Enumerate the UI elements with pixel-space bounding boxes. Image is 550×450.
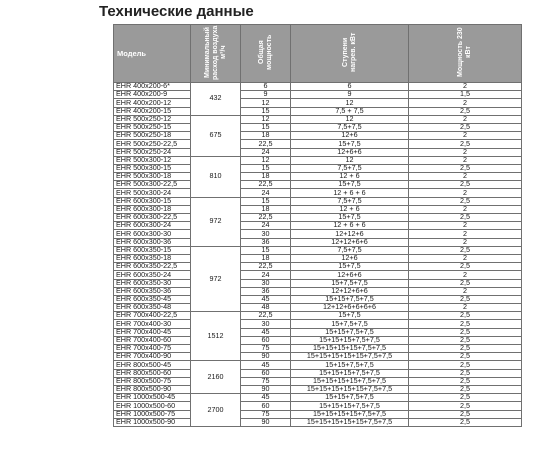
cell-power: 36 — [241, 238, 291, 246]
header-model-label: Модель — [117, 49, 147, 58]
cell-power: 15 — [241, 197, 291, 205]
cell-stages: 12 — [291, 156, 409, 164]
cell-power230: 2,5 — [409, 263, 522, 271]
cell-power230: 2,5 — [409, 164, 522, 172]
cell-power230: 2,5 — [409, 214, 522, 222]
table-row — [114, 254, 522, 262]
cell-power: 75 — [241, 345, 291, 353]
cell-air: 432 — [191, 83, 241, 116]
cell-power: 30 — [241, 230, 291, 238]
cell-power: 30 — [241, 279, 291, 287]
cell-power: 90 — [241, 385, 291, 393]
cell-power: 75 — [241, 377, 291, 385]
table-row — [114, 328, 522, 336]
cell-stages: 12+12+6 — [291, 230, 409, 238]
cell-power: 18 — [241, 132, 291, 140]
table-row — [114, 197, 522, 205]
cell-power230: 1,5 — [409, 91, 522, 99]
table-row — [114, 123, 522, 131]
table-row — [114, 189, 522, 197]
cell-model: EHR 600x350-36 — [114, 287, 191, 295]
cell-stages: 6 — [291, 83, 409, 91]
cell-power: 60 — [241, 402, 291, 410]
table-row — [114, 312, 522, 320]
table-row — [114, 156, 522, 164]
cell-model: EHR 500x250-22,5 — [114, 140, 191, 148]
header-row — [114, 25, 522, 83]
header-power-label: Общая мощность — [257, 34, 273, 71]
cell-power: 36 — [241, 287, 291, 295]
cell-power230: 2,5 — [409, 345, 522, 353]
cell-power: 22,5 — [241, 181, 291, 189]
page-title: Технические данные — [99, 3, 254, 20]
cell-power: 22,5 — [241, 140, 291, 148]
cell-stages: 12 + 6 — [291, 173, 409, 181]
cell-power230: 2 — [409, 156, 522, 164]
cell-model: EHR 600x350-18 — [114, 254, 191, 262]
cell-model: EHR 600x300-30 — [114, 230, 191, 238]
cell-power: 24 — [241, 189, 291, 197]
cell-power: 45 — [241, 361, 291, 369]
cell-power230: 2 — [409, 132, 522, 140]
table-row — [114, 132, 522, 140]
table-row — [114, 148, 522, 156]
cell-stages: 9 — [291, 91, 409, 99]
cell-stages: 15+15+15+7,5+7,5 — [291, 369, 409, 377]
cell-model: EHR 800x500-75 — [114, 377, 191, 385]
cell-stages: 12 + 6 — [291, 205, 409, 213]
cell-power: 12 — [241, 156, 291, 164]
cell-stages: 15+15+7,5+7,5 — [291, 394, 409, 402]
cell-stages: 12+6 — [291, 254, 409, 262]
cell-power: 15 — [241, 246, 291, 254]
cell-stages: 7,5 + 7,5 — [291, 107, 409, 115]
table-row — [114, 115, 522, 123]
table-row — [114, 91, 522, 99]
cell-power230: 2 — [409, 83, 522, 91]
cell-model: EHR 500x300-22,5 — [114, 181, 191, 189]
cell-power230: 2 — [409, 287, 522, 295]
table-row — [114, 214, 522, 222]
cell-stages: 7,5+7,5 — [291, 164, 409, 172]
header-power230 — [409, 25, 522, 83]
table-row — [114, 164, 522, 172]
cell-model: EHR 500x250-24 — [114, 148, 191, 156]
cell-power: 15 — [241, 107, 291, 115]
cell-stages: 12 + 6 + 6 — [291, 222, 409, 230]
cell-model: EHR 500x250-15 — [114, 123, 191, 131]
cell-power: 15 — [241, 164, 291, 172]
cell-model: EHR 600x350-15 — [114, 246, 191, 254]
cell-air: 810 — [191, 156, 241, 197]
cell-stages: 15+15+7,5+7,5 — [291, 328, 409, 336]
cell-power230: 2 — [409, 189, 522, 197]
table-row — [114, 181, 522, 189]
table-row — [114, 222, 522, 230]
cell-power230: 2,5 — [409, 246, 522, 254]
cell-air: 675 — [191, 115, 241, 156]
cell-power230: 2,5 — [409, 394, 522, 402]
cell-power: 12 — [241, 99, 291, 107]
cell-power: 45 — [241, 394, 291, 402]
cell-model: EHR 400x200-6* — [114, 83, 191, 91]
cell-model: EHR 600x350-48 — [114, 304, 191, 312]
header-air-label: Минимальный расход воздуха м³/ч — [203, 25, 227, 80]
table-row — [114, 205, 522, 213]
cell-power: 18 — [241, 254, 291, 262]
cell-stages: 12+12+6+6 — [291, 287, 409, 295]
table-row — [114, 287, 522, 295]
cell-power230: 2,5 — [409, 123, 522, 131]
cell-model: EHR 700x400-45 — [114, 328, 191, 336]
table-row — [114, 304, 522, 312]
cell-power230: 2 — [409, 99, 522, 107]
table-header — [114, 25, 522, 83]
cell-stages: 15+7,5 — [291, 263, 409, 271]
table-row — [114, 336, 522, 344]
cell-power230: 2,5 — [409, 410, 522, 418]
table-row — [114, 271, 522, 279]
cell-air: 972 — [191, 246, 241, 312]
table-row — [114, 410, 522, 418]
cell-power230: 2,5 — [409, 418, 522, 426]
cell-stages: 12 + 6 + 6 — [291, 189, 409, 197]
table-row — [114, 140, 522, 148]
cell-power230: 2,5 — [409, 328, 522, 336]
cell-power: 6 — [241, 83, 291, 91]
cell-power: 22,5 — [241, 312, 291, 320]
cell-model: EHR 600x300-18 — [114, 205, 191, 213]
cell-power: 48 — [241, 304, 291, 312]
table-row — [114, 345, 522, 353]
table-row — [114, 99, 522, 107]
cell-model: EHR 500x300-24 — [114, 189, 191, 197]
cell-model: EHR 700x400-90 — [114, 353, 191, 361]
table-row — [114, 402, 522, 410]
table-row — [114, 353, 522, 361]
cell-model: EHR 700x400-60 — [114, 336, 191, 344]
cell-power: 24 — [241, 222, 291, 230]
cell-stages: 15+15+15+15+15+7,5+7,5 — [291, 353, 409, 361]
cell-model: EHR 400x200-15 — [114, 107, 191, 115]
cell-power: 45 — [241, 295, 291, 303]
table-row — [114, 263, 522, 271]
cell-stages: 15+7,5 — [291, 140, 409, 148]
cell-power: 90 — [241, 353, 291, 361]
cell-model: EHR 800x500-45 — [114, 361, 191, 369]
cell-stages: 15+15+15+7,5+7,5 — [291, 402, 409, 410]
cell-power230: 2 — [409, 222, 522, 230]
table-row — [114, 173, 522, 181]
cell-power: 60 — [241, 336, 291, 344]
table-row — [114, 320, 522, 328]
cell-model: EHR 600x350-24 — [114, 271, 191, 279]
cell-power230: 2 — [409, 115, 522, 123]
table-row — [114, 83, 522, 91]
cell-power230: 2 — [409, 271, 522, 279]
cell-stages: 12 — [291, 99, 409, 107]
cell-power: 18 — [241, 205, 291, 213]
cell-stages: 15+15+15+15+15+7,5+7,5 — [291, 385, 409, 393]
cell-power: 15 — [241, 123, 291, 131]
cell-model: EHR 800x500-60 — [114, 369, 191, 377]
cell-stages: 12+6 — [291, 132, 409, 140]
cell-stages: 15+7,5+7,5 — [291, 279, 409, 287]
cell-stages: 12+6+6 — [291, 271, 409, 279]
header-power — [241, 25, 291, 83]
cell-air: 972 — [191, 197, 241, 246]
cell-model: EHR 1000x500-60 — [114, 402, 191, 410]
header-stages — [291, 25, 409, 83]
cell-model: EHR 600x300-15 — [114, 197, 191, 205]
cell-power230: 2,5 — [409, 140, 522, 148]
cell-power230: 2 — [409, 173, 522, 181]
cell-air: 2700 — [191, 394, 241, 427]
table-row — [114, 230, 522, 238]
table-body — [114, 83, 522, 427]
cell-power230: 2,5 — [409, 385, 522, 393]
cell-power230: 2 — [409, 148, 522, 156]
cell-power230: 2,5 — [409, 181, 522, 189]
cell-model: EHR 500x300-12 — [114, 156, 191, 164]
cell-power230: 2 — [409, 304, 522, 312]
table-row — [114, 238, 522, 246]
cell-stages: 15+15+15+15+7,5+7,5 — [291, 377, 409, 385]
cell-model: EHR 600x350-30 — [114, 279, 191, 287]
cell-model: EHR 600x350-45 — [114, 295, 191, 303]
cell-model: EHR 500x300-15 — [114, 164, 191, 172]
cell-power: 75 — [241, 410, 291, 418]
cell-stages: 15+15+7,5+7,5 — [291, 295, 409, 303]
table-row — [114, 246, 522, 254]
cell-stages: 15+7,5 — [291, 312, 409, 320]
header-stages-label: Ступени нагрев. кВт — [341, 32, 357, 73]
cell-power230: 2,5 — [409, 312, 522, 320]
spec-table — [113, 24, 522, 427]
cell-stages: 12 — [291, 115, 409, 123]
cell-model: EHR 600x300-24 — [114, 222, 191, 230]
cell-power: 90 — [241, 418, 291, 426]
cell-stages: 12+6+6 — [291, 148, 409, 156]
cell-model: EHR 700x400-75 — [114, 345, 191, 353]
cell-power230: 2,5 — [409, 336, 522, 344]
cell-model: EHR 600x300-36 — [114, 238, 191, 246]
cell-power230: 2,5 — [409, 197, 522, 205]
table-row — [114, 394, 522, 402]
cell-stages: 15+7,5 — [291, 181, 409, 189]
cell-air: 2160 — [191, 361, 241, 394]
cell-power: 24 — [241, 271, 291, 279]
cell-model: EHR 700x400-22,5 — [114, 312, 191, 320]
cell-power: 60 — [241, 369, 291, 377]
cell-power: 30 — [241, 320, 291, 328]
header-model — [114, 25, 191, 83]
cell-model: EHR 600x350-22,5 — [114, 263, 191, 271]
cell-model: EHR 400x200-12 — [114, 99, 191, 107]
cell-power230: 2,5 — [409, 320, 522, 328]
cell-power: 12 — [241, 115, 291, 123]
cell-model: EHR 700x400-30 — [114, 320, 191, 328]
table-row — [114, 369, 522, 377]
cell-model: EHR 1000x500-90 — [114, 418, 191, 426]
cell-power230: 2,5 — [409, 369, 522, 377]
cell-power230: 2 — [409, 254, 522, 262]
table-row — [114, 418, 522, 426]
cell-stages: 7,5+7,5 — [291, 246, 409, 254]
cell-model: EHR 500x250-12 — [114, 115, 191, 123]
cell-stages: 15+15+15+7,5+7,5 — [291, 336, 409, 344]
cell-model: EHR 500x250-18 — [114, 132, 191, 140]
table-row — [114, 279, 522, 287]
cell-power: 24 — [241, 148, 291, 156]
cell-model: EHR 500x300-18 — [114, 173, 191, 181]
cell-power: 22,5 — [241, 263, 291, 271]
cell-stages: 7,5+7,5 — [291, 197, 409, 205]
cell-power: 45 — [241, 328, 291, 336]
cell-model: EHR 1000x500-45 — [114, 394, 191, 402]
cell-model: EHR 800x500-90 — [114, 385, 191, 393]
table-row — [114, 385, 522, 393]
cell-power230: 2,5 — [409, 377, 522, 385]
header-air — [191, 25, 241, 83]
cell-stages: 15+15+15+15+7,5+7,5 — [291, 410, 409, 418]
cell-stages: 15+15+15+15+7,5+7,5 — [291, 345, 409, 353]
cell-stages: 15+7,5 — [291, 214, 409, 222]
cell-power: 9 — [241, 91, 291, 99]
cell-power230: 2,5 — [409, 279, 522, 287]
cell-power230: 2,5 — [409, 402, 522, 410]
cell-power230: 2,5 — [409, 353, 522, 361]
table-row — [114, 107, 522, 115]
cell-stages: 15+15+15+15+15+7,5+7,5 — [291, 418, 409, 426]
cell-stages: 15+7,5+7,5 — [291, 320, 409, 328]
table-row — [114, 377, 522, 385]
cell-power230: 2 — [409, 205, 522, 213]
cell-stages: 15+15+7,5+7,5 — [291, 361, 409, 369]
cell-power230: 2,5 — [409, 107, 522, 115]
cell-model: EHR 1000x500-75 — [114, 410, 191, 418]
cell-stages: 7,5+7,5 — [291, 123, 409, 131]
cell-power230: 2 — [409, 238, 522, 246]
table-row — [114, 295, 522, 303]
cell-power230: 2,5 — [409, 295, 522, 303]
table-row — [114, 361, 522, 369]
header-power230-label: Мощность 230 кВт — [457, 27, 472, 78]
cell-power: 18 — [241, 173, 291, 181]
cell-air: 1512 — [191, 312, 241, 361]
cell-stages: 12+12+6+6 — [291, 238, 409, 246]
cell-power230: 2,5 — [409, 361, 522, 369]
cell-model: EHR 400x200-9 — [114, 91, 191, 99]
cell-power230: 2 — [409, 230, 522, 238]
cell-power: 22,5 — [241, 214, 291, 222]
cell-model: EHR 600x300-22,5 — [114, 214, 191, 222]
cell-stages: 12+12+6+6+6+6 — [291, 304, 409, 312]
